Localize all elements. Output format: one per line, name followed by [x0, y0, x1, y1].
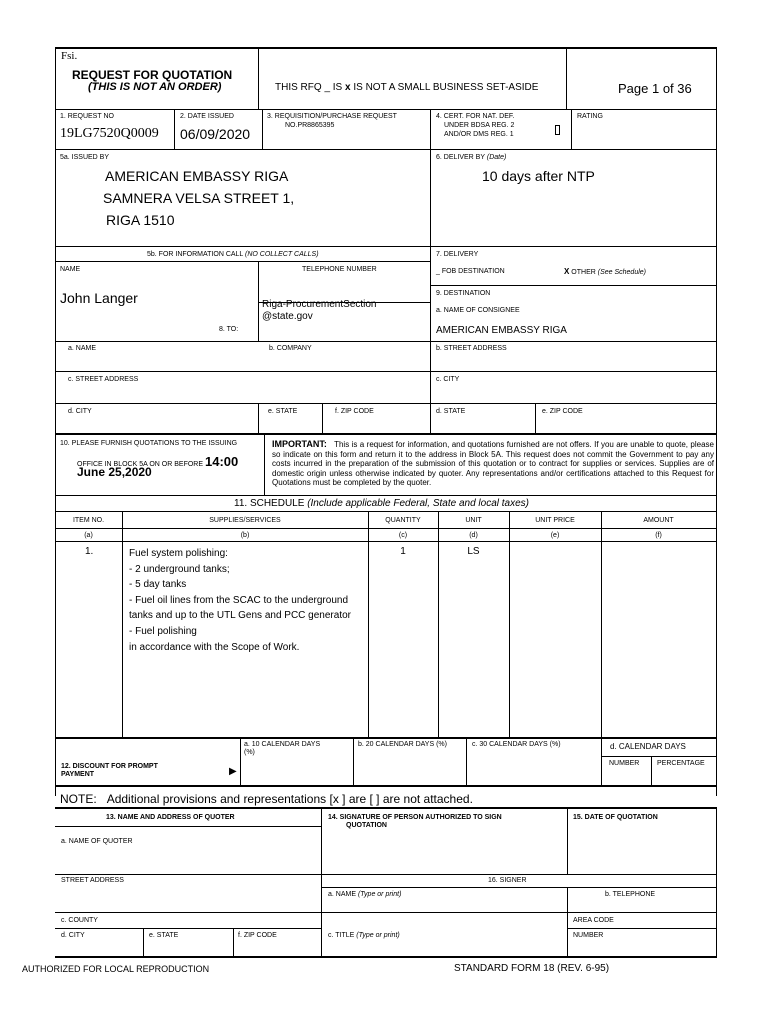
contact-line2[interactable]: @state.gov — [262, 311, 313, 322]
discount-20-label: b. 20 CALENDAR DAYS (%) — [358, 741, 447, 748]
destination-label: 9. DESTINATION — [436, 290, 491, 297]
row-unit[interactable]: LS — [467, 546, 480, 557]
col-code-c: (c) — [398, 532, 408, 539]
footer-left: AUTHORIZED FOR LOCAL REPRODUCTION — [22, 964, 210, 974]
deliver-by-note: (Date) — [486, 154, 507, 161]
rfq-text-post: IS NOT A SMALL BUSINESS SET-ASIDE — [350, 82, 539, 93]
discount-days-label: d. CALENDAR DAYS — [610, 742, 686, 751]
schedule-title-note: (Include applicable Federal, State and local taxes) — [307, 498, 529, 509]
fob-destination[interactable]: _ FOB DESTINATION — [436, 268, 505, 275]
row-line-3: - 5 day tanks — [129, 579, 187, 591]
to-street-label: c. STREET ADDRESS — [68, 376, 139, 383]
to-name-label: a. NAME — [68, 345, 97, 352]
discount-label-1: 12. DISCOUNT FOR PROMPT — [61, 763, 158, 770]
info-call-label-text: 5b. FOR INFORMATION CALL — [147, 251, 244, 258]
deadline-time: 14:00 — [204, 454, 239, 469]
dest-state-label: d. STATE — [436, 408, 466, 415]
furnish-quotations-line1: 10. PLEASE FURNISH QUOTATIONS TO THE ISSUING — [60, 440, 238, 447]
deliver-by-value[interactable]: 10 days after NTP — [482, 168, 595, 184]
contact-line1[interactable]: Riga-ProcurementSection — [262, 299, 377, 310]
row-line-7: in accordance with the Scope of Work. — [129, 641, 300, 653]
request-no-value[interactable]: 19LG7520Q0009 — [60, 126, 159, 141]
request-no-label: 1. REQUEST NO — [60, 113, 114, 120]
col-item-no: ITEM NO. — [72, 517, 105, 524]
issued-by-line2: SAMNERA VELSA STREET 1, — [103, 190, 295, 206]
signer-name-label — [328, 891, 401, 898]
deliver-by-label-text: 6. DELIVER BY — [436, 154, 485, 161]
note-text: Additional provisions and representations [x ] are [ ] are not attached. — [106, 792, 473, 806]
other-note: (See Schedule) — [597, 269, 647, 276]
row-line-4: - Fuel oil lines from the SCAC to the underground — [129, 594, 348, 606]
col-quantity: QUANTITY — [385, 517, 421, 524]
dest-zip-label: e. ZIP CODE — [542, 408, 583, 415]
deliver-by-label — [436, 154, 506, 161]
discount-10-pct: (%) — [244, 749, 255, 756]
signature-field[interactable] — [322, 832, 566, 873]
row-quantity[interactable]: 1 — [400, 546, 406, 557]
area-code-label: AREA CODE — [573, 917, 614, 924]
quoter-state-label: e. STATE — [149, 932, 179, 939]
fsi-label: Fsi. — [61, 50, 78, 62]
deadline-date: June 25,2020 — [77, 465, 152, 479]
col-code-b: (b) — [240, 532, 250, 539]
important-text: This is a request for information, and quotations furnished are not offers. If you are unable to quote, please so indicate on this form and return it to the address in Block 5A. This request does not commit the Government to pay any costs incurred in the preparation of the submission of this quotation or to contract for supplies or services. Supplies are of domestic origin unless otherwise indicated by quoter. Any representations and/or certifications attached to this Request for Quotations must be completed by the quoter. — [272, 440, 715, 488]
quotation-date-label: 15. DATE OF QUOTATION — [573, 814, 658, 821]
info-phone-label: TELEPHONE NUMBER — [302, 266, 377, 273]
signer-title-text: c. TITLE — [328, 932, 355, 939]
other-label: OTHER — [571, 269, 596, 276]
col-supplies: SUPPLIES/SERVICES — [209, 517, 281, 524]
phone-number-label: NUMBER — [573, 932, 604, 939]
row-unit-price-field[interactable] — [510, 545, 600, 735]
rating-label: RATING — [577, 113, 603, 120]
consignee-label: a. NAME OF CONSIGNEE — [436, 307, 520, 314]
cert-bdsa: UNDER BDSA REG. 2 — [444, 122, 515, 129]
discount-30-label: c. 30 CALENDAR DAYS (%) — [472, 741, 561, 748]
footer-right: STANDARD FORM 18 (REV. 6-95) — [454, 963, 610, 974]
contact-name[interactable]: John Langer — [60, 290, 138, 306]
form-title: REQUEST FOR QUOTATION — [72, 68, 233, 82]
quoter-name-label: a. NAME OF QUOTER — [61, 838, 133, 845]
important-label: IMPORTANT: — [272, 439, 327, 449]
to-company-label: b. COMPANY — [269, 345, 312, 352]
to-zip-label: f. ZIP CODE — [335, 408, 374, 415]
to-label: 8. TO: — [219, 326, 239, 333]
issued-by-line3: RIGA 1510 — [106, 212, 175, 228]
col-code-a: (a) — [84, 532, 93, 539]
schedule-title-text: 11. SCHEDULE — [234, 498, 305, 509]
cert-dms: AND/OR DMS REG. 1 — [444, 131, 514, 138]
street-address-label: STREET ADDRESS — [61, 877, 124, 884]
signature-label-2: QUOTATION — [346, 822, 387, 829]
note-prefix: NOTE: — [60, 792, 97, 806]
signer-name-text: a. NAME — [328, 891, 357, 898]
form-subtitle: (THIS IS NOT AN ORDER) — [88, 81, 222, 93]
date-issued-label: 2. DATE ISSUED — [180, 113, 234, 120]
signer-title-note: (Type or print) — [356, 932, 400, 939]
schedule-title — [234, 498, 529, 509]
issued-by-label: 5a. ISSUED BY — [60, 154, 110, 161]
arrow-right-icon: ▶ — [229, 766, 237, 777]
page-number: Page 1 of 36 — [618, 81, 692, 96]
cert-checkbox[interactable] — [555, 122, 560, 140]
info-name-label: NAME — [60, 266, 81, 273]
furnish-line2-text: OFFICE IN BLOCK 5A ON OR BEFORE — [77, 461, 204, 468]
provisions-note — [60, 792, 473, 806]
signature-label-1: 14. SIGNATURE OF PERSON AUTHORIZED TO SIGN — [328, 814, 502, 821]
discount-label-2: PAYMENT — [61, 771, 95, 778]
quoter-name-field[interactable] — [56, 848, 320, 873]
col-unit: UNIT — [465, 517, 482, 524]
col-unit-price: UNIT PRICE — [535, 517, 575, 524]
row-line-5: tanks and up to the UTL Gens and PCC generator — [129, 610, 351, 622]
date-issued-value[interactable]: 06/09/2020 — [180, 126, 251, 142]
col-amount: AMOUNT — [643, 517, 674, 524]
requisition-number: NO.PR8865395 — [285, 122, 335, 129]
delivery-label: 7. DELIVERY — [436, 251, 479, 258]
signer-title-label — [328, 932, 400, 939]
delivery-other[interactable] — [564, 267, 646, 276]
quoter-zip-label: f. ZIP CODE — [238, 932, 277, 939]
consignee-value[interactable]: AMERICAN EMBASSY RIGA — [436, 325, 567, 336]
issued-by-line1: AMERICAN EMBASSY RIGA — [105, 168, 289, 184]
important-notice — [272, 440, 714, 488]
quoter-label: 13. NAME AND ADDRESS OF QUOTER — [106, 814, 235, 821]
row-line-1: Fuel system polishing: — [129, 548, 228, 559]
signer-label: 16. SIGNER — [488, 877, 527, 884]
discount-number-label: NUMBER — [609, 760, 640, 767]
other-mark: X — [564, 267, 570, 276]
quoter-city-label: d. CITY — [61, 932, 85, 939]
cert-nat-def-label: 4. CERT. FOR NAT. DEF. — [436, 113, 515, 120]
row-item-no: 1. — [85, 546, 94, 557]
row-amount-field[interactable] — [602, 545, 715, 735]
rfq-set-aside — [275, 82, 538, 93]
to-city-label: d. CITY — [68, 408, 92, 415]
discount-percentage-label: PERCENTAGE — [657, 760, 705, 767]
discount-10-label: a. 10 CALENDAR DAYS — [244, 741, 321, 748]
signer-name-note: (Type or print) — [357, 891, 402, 898]
info-call-note: (NO COLLECT CALLS) — [245, 251, 319, 258]
signer-phone-label: b. TELEPHONE — [605, 891, 656, 898]
col-code-e: (e) — [550, 532, 560, 539]
to-state-label: e. STATE — [268, 408, 298, 415]
row-line-2: - 2 underground tanks; — [129, 563, 230, 575]
row-supplies — [129, 546, 351, 655]
requisition-label: 3. REQUISITION/PURCHASE REQUEST — [267, 113, 397, 120]
dest-street-label: b. STREET ADDRESS — [436, 345, 507, 352]
col-code-d: (d) — [469, 532, 478, 539]
info-call-label — [147, 251, 319, 258]
county-label: c. COUNTY — [61, 917, 98, 924]
dest-city-label: c. CITY — [436, 376, 460, 383]
row-line-6: - Fuel polishing — [129, 625, 197, 637]
col-code-f: (f) — [655, 532, 662, 539]
quotation-date-field[interactable] — [568, 826, 715, 873]
rfq-text-pre: THIS RFQ _ IS — [275, 82, 346, 93]
rfq-mark[interactable]: x — [345, 82, 351, 93]
